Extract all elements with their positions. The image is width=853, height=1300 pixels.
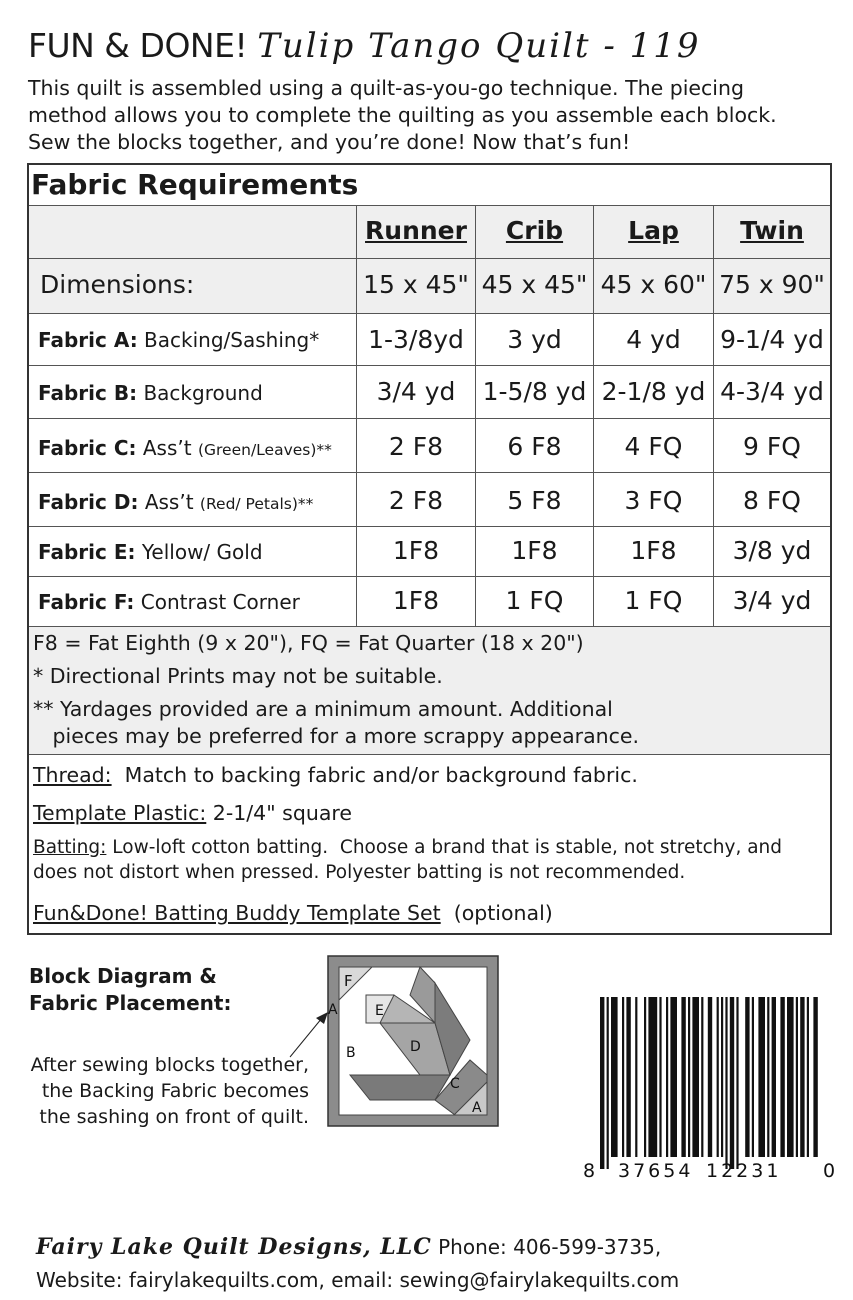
- fabric-row-label: [38, 540, 263, 564]
- fabric-value: 9-1/4 yd: [720, 325, 824, 354]
- batting-buddy-text: (optional): [440, 901, 553, 925]
- column-header-runner: Runner: [365, 216, 467, 245]
- company-contact: Website: fairylakequilts.com, email: sewing@fairylakequilts.com: [36, 1268, 680, 1292]
- batting-label: Batting:: [33, 837, 107, 858]
- barcode-bar: [670, 997, 677, 1157]
- barcode-digit-left: 8: [583, 1160, 596, 1182]
- divider: [29, 626, 830, 627]
- batting-buddy-link[interactable]: Fun&Done! Batting Buddy Template Set: [33, 901, 441, 925]
- batting-buddy-note: [33, 901, 553, 925]
- fabric-desc: Contrast Corner: [140, 590, 300, 614]
- fabric-value: 2-1/8 yd: [601, 377, 706, 406]
- barcode-bars: [600, 997, 818, 1169]
- footnote: ** Yardages provided are a minimum amount. Additional: [33, 697, 613, 721]
- fabric-value: 4-3/4 yd: [720, 377, 824, 406]
- barcode-bar: [600, 997, 604, 1169]
- fabric-value: 2 F8: [388, 486, 444, 515]
- fabric-code: Fabric E:: [38, 540, 136, 564]
- barcode-bar: [708, 997, 712, 1157]
- company-phone: Phone: 406-599-3735,: [438, 1235, 662, 1259]
- batting-note-line-2: does not distort when pressed. Polyester batting is not recommended.: [33, 862, 686, 883]
- divider: [29, 313, 830, 314]
- fabric-value: 1F8: [630, 536, 677, 565]
- barcode-bar: [796, 997, 798, 1157]
- fabric-value: 1 FQ: [505, 586, 564, 615]
- barcode-bar: [767, 997, 769, 1157]
- fabric-note: (Green/Leaves)**: [197, 441, 332, 459]
- barcode-bar: [607, 997, 609, 1169]
- barcode-bar: [644, 997, 646, 1157]
- barcode-bar: [611, 997, 618, 1157]
- barcode-digit-right: 0: [823, 1160, 836, 1182]
- fabric-row-label: [38, 381, 263, 405]
- fabric-row-label: [38, 328, 319, 352]
- footer-company-line: [36, 1234, 661, 1260]
- barcode-bar: [626, 997, 630, 1157]
- explanation-line: After sewing blocks together,: [30, 1054, 309, 1076]
- barcode-bar: [813, 997, 817, 1157]
- barcode-bar: [622, 997, 624, 1157]
- barcode-bar: [666, 997, 668, 1157]
- column-header-lap: Lap: [628, 216, 679, 245]
- label-c: C: [450, 1076, 460, 1092]
- barcode-bar: [758, 997, 765, 1157]
- fabric-value: 2 F8: [388, 432, 444, 461]
- fabric-value: 1-3/8yd: [368, 325, 464, 354]
- label-a-right: A: [472, 1100, 482, 1116]
- barcode-bar: [688, 997, 690, 1157]
- fabric-value: 1-5/8 yd: [482, 377, 587, 406]
- explanation-line: the Backing Fabric becomes: [41, 1080, 309, 1102]
- fabric-value: 6 F8: [507, 432, 562, 461]
- divider: [29, 258, 830, 259]
- fabric-code: Fabric A:: [38, 328, 138, 352]
- barcode-bar: [736, 997, 738, 1169]
- fabric-row-label: [38, 490, 313, 514]
- divider: [29, 754, 830, 755]
- pattern-name: Tulip Tango Quilt - 119: [257, 26, 701, 66]
- barcode-bar: [752, 997, 754, 1157]
- barcode-digits-group-1: 37654: [618, 1160, 694, 1182]
- footnote: * Directional Prints may not be suitable.: [33, 664, 443, 688]
- brand-name: FUN & DONE!: [28, 26, 248, 65]
- fabric-value: 4 FQ: [624, 432, 683, 461]
- footnote: F8 = Fat Eighth (9 x 20"), FQ = Fat Quarter (18 x 20"): [33, 631, 584, 655]
- fabric-desc: Ass’t: [144, 490, 194, 514]
- intro-line: method allows you to complete the quilting as you assemble each block.: [28, 103, 777, 127]
- sashing-explanation: [22, 1052, 309, 1130]
- thread-text: Match to backing fabric and/or background fabric.: [111, 763, 638, 787]
- barcode-bar: [730, 997, 734, 1169]
- barcode-bar: [800, 997, 804, 1157]
- template-label: Template Plastic:: [33, 801, 207, 825]
- barcode-bar: [692, 997, 699, 1157]
- intro-paragraph: [28, 75, 828, 156]
- caption-line: Fabric Placement:: [29, 991, 232, 1015]
- company-name: Fairy Lake Quilt Designs, LLC: [36, 1234, 432, 1260]
- fabric-desc: Backing/Sashing*: [144, 328, 320, 352]
- explanation-line: the sashing on front of quilt.: [39, 1106, 309, 1128]
- divider: [29, 365, 830, 366]
- fabric-note: (Red/ Petals)**: [199, 495, 314, 513]
- fabric-value: 1F8: [511, 536, 558, 565]
- fabric-desc: Ass’t: [142, 436, 192, 460]
- template-text: 2-1/4" square: [206, 801, 353, 825]
- fabric-value: 4 yd: [626, 325, 681, 354]
- intro-line: This quilt is assembled using a quilt-as-you-go technique. The piecing: [28, 76, 745, 100]
- barcode-bar: [772, 997, 776, 1157]
- fabric-value: 3/4 yd: [732, 586, 812, 615]
- upc-barcode: [578, 995, 838, 1185]
- barcode-bar: [659, 997, 661, 1157]
- fabric-value: 1F8: [392, 536, 440, 565]
- block-diagram-caption: [29, 963, 231, 1017]
- caption-line: Block Diagram &: [29, 964, 217, 988]
- fabric-desc: Background: [143, 381, 263, 405]
- column-header-twin: Twin: [740, 216, 804, 245]
- fabric-row-label: [38, 590, 300, 614]
- fabric-value: 8 FQ: [743, 486, 801, 515]
- divider: [29, 472, 830, 473]
- barcode-bar: [745, 997, 749, 1157]
- barcode-bar: [807, 997, 809, 1157]
- fabric-value: 3/4 yd: [376, 377, 456, 406]
- template-note: [33, 801, 352, 825]
- label-b: B: [346, 1045, 356, 1061]
- dimension-value: 45 x 45": [481, 270, 588, 299]
- column-header-crib: Crib: [505, 216, 564, 245]
- dimension-value: 75 x 90": [719, 270, 825, 299]
- label-f: F: [344, 972, 353, 990]
- fabric-value: 1 FQ: [624, 586, 683, 615]
- fabric-row-label: [38, 436, 332, 460]
- dimension-value: 15 x 45": [363, 270, 469, 299]
- footnote: pieces may be preferred for a more scrappy appearance.: [33, 724, 640, 748]
- divider: [29, 576, 830, 577]
- divider: [29, 526, 830, 527]
- page-title: [28, 26, 701, 66]
- fabric-value: 3/8 yd: [732, 536, 812, 565]
- fabric-code: Fabric C:: [38, 436, 137, 460]
- label-a-left: A: [328, 1002, 338, 1018]
- barcode-bar: [635, 997, 637, 1157]
- divider: [29, 205, 830, 206]
- thread-note: [33, 763, 638, 787]
- barcode-digits-group-2: 12231: [706, 1160, 782, 1182]
- fabric-code: Fabric B:: [38, 381, 138, 405]
- fabric-code: Fabric D:: [38, 490, 139, 514]
- fabric-desc: Yellow/ Gold: [141, 540, 263, 564]
- fabric-requirements-title: Fabric Requirements: [31, 168, 359, 201]
- fabric-value: 3 FQ: [624, 486, 683, 515]
- barcode-bar: [701, 997, 703, 1157]
- label-e: E: [375, 1003, 384, 1019]
- dimensions-label: Dimensions:: [40, 270, 195, 299]
- label-d: D: [410, 1039, 421, 1055]
- thread-label: Thread:: [33, 763, 112, 787]
- fabric-value: 5 F8: [507, 486, 562, 515]
- pointer-arrowhead: [316, 1012, 328, 1024]
- dimension-value: 45 x 60": [600, 270, 707, 299]
- barcode-bar: [787, 997, 794, 1157]
- barcode-bar: [721, 997, 723, 1157]
- fabric-value: 9 FQ: [743, 432, 801, 461]
- batting-text: Low-loft cotton batting. Choose a brand that is stable, not stretchy, and: [106, 837, 783, 858]
- barcode-bar: [681, 997, 685, 1157]
- intro-line: Sew the blocks together, and you’re done! Now that’s fun!: [28, 130, 631, 154]
- pointer-line: [290, 1018, 322, 1057]
- batting-note: [33, 837, 782, 858]
- barcode-bar: [780, 997, 784, 1157]
- barcode-bar: [648, 997, 657, 1157]
- barcode-bar: [717, 997, 719, 1157]
- divider: [29, 418, 830, 419]
- block-diagram: [270, 950, 505, 1130]
- barcode-bar: [725, 997, 727, 1169]
- fabric-value: 1F8: [392, 586, 440, 615]
- fabric-value: 3 yd: [507, 325, 562, 354]
- fabric-code: Fabric F:: [38, 590, 135, 614]
